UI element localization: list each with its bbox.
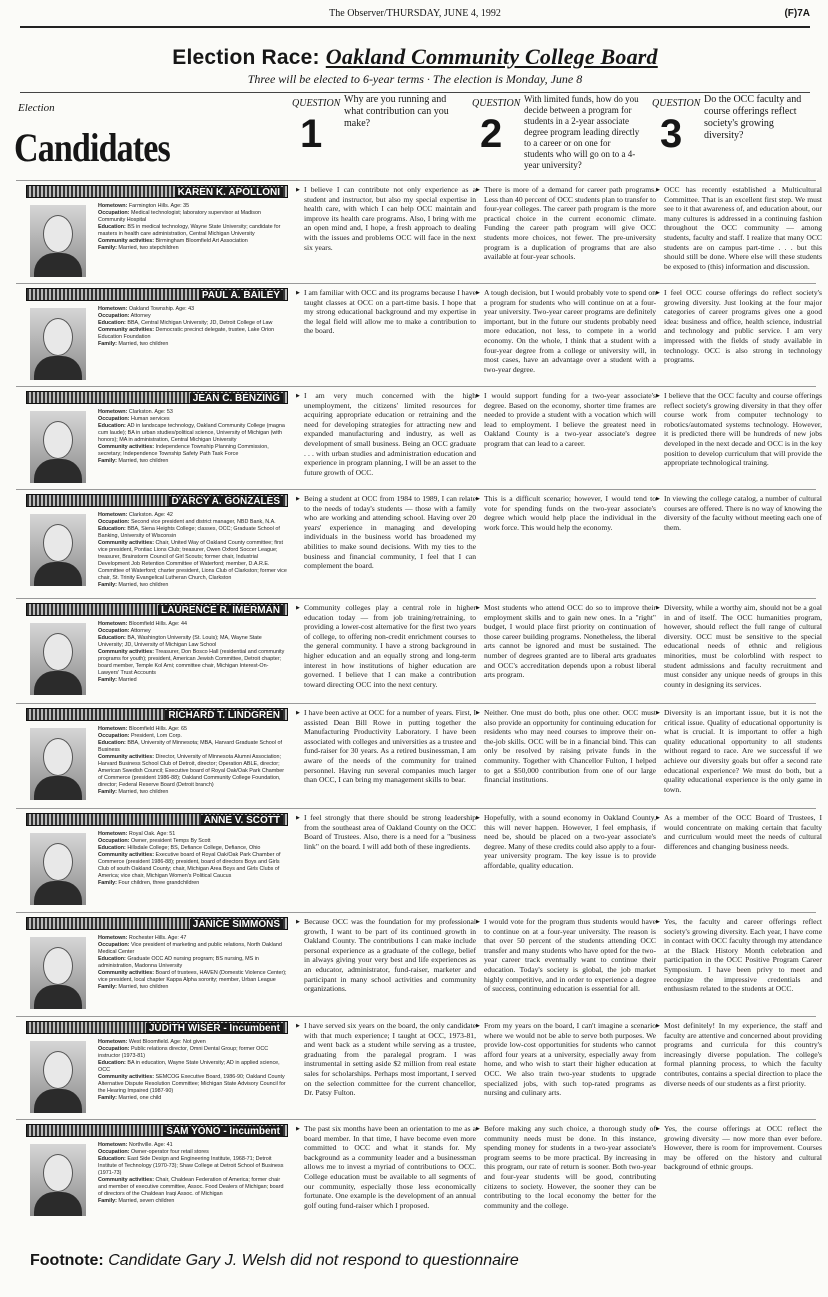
answer-question-1: ▶ Community colleges play a central role in higher education today — from job training/retraining, to providing a lower-cost alternative for the first two years of college, to offering non-credit enrichment courses to the general community. I have a strong background in higher education and an equally strong and long-term interest in how institutions of higher education are governed. I believe that I can make a contribution toward directing OCC into the next century. bbox=[304, 603, 476, 689]
answer-question-3: ▶ In viewing the college catalog, a number of cultural courses are offered. There is no way of knowing the diversity of the faculty without meeting each one of them. bbox=[664, 494, 822, 532]
candidate-photo bbox=[30, 728, 86, 800]
answer-question-3: ▶ Most definitely! In my experience, the staff and faculty are attentive and concerned about providing programs and curricula for this country's increasingly diverse population. The college's formal planning process, to which the faculty contributes, contains a special direction to place the diverse needs of our students as a first priority. bbox=[664, 1021, 822, 1088]
candidate-photo bbox=[30, 937, 86, 1009]
candidate-row bbox=[16, 386, 822, 489]
question-1-text: Why are you running and what contribution can you make? bbox=[344, 94, 449, 129]
footnote-label: Footnote: bbox=[30, 1252, 104, 1269]
candidate-name-bar bbox=[26, 708, 288, 721]
candidate-photo bbox=[30, 1041, 86, 1113]
race-office: Oakland Community College Board bbox=[325, 44, 658, 69]
question-2-number: 2 bbox=[480, 112, 503, 156]
candidate-photo bbox=[30, 514, 86, 586]
race-title bbox=[20, 44, 810, 70]
race-label: Election Race: bbox=[172, 46, 320, 69]
answer-question-2: ▶ Before making any such choice, a thorough study of community needs must be done. In this instance, spending money for students in a two-year associate's program seems to be more practical. By increasing in this program, our rate of return is sooner. Both two-year and four-year students will be good, contributing citizens to society. However, the sooner they can be contributing to the local economy the better for the community and the college. bbox=[484, 1124, 656, 1210]
candidate-photo bbox=[30, 308, 86, 380]
question-1-word: QUESTION bbox=[292, 98, 341, 109]
answer-question-3: ▶ Diversity, while a worthy aim, should not be a goal in and of itself. The OCC humanities program, however, should reflect the full range of cultural diversity. OCC must be sensitive to the special educational needs of ethnic and religious minorities, must be colorblind with respect to student admissions and faculty recruitment and must consider any unique needs of groups in this county in designing its services. bbox=[664, 603, 822, 689]
answer-question-2: ▶ From my years on the board, I can't imagine a scenario where we would not be able to serve both purposes. We provide low-cost opportunities for students who cannot afford four years at a university, especially away from home, and who wish to start their higher education at OCC. We also train two-year students to upgrade specialized jobs, with such top-rated programs as nursing and culinary arts. bbox=[484, 1021, 656, 1098]
candidate-name-bar bbox=[26, 494, 288, 507]
candidate-name-bar bbox=[26, 1124, 288, 1137]
question-1-number: 1 bbox=[300, 112, 323, 156]
question-3-word: QUESTION bbox=[652, 98, 701, 109]
candidate-name-bar bbox=[26, 391, 288, 404]
candidate-name: KAREN K. APOLLONI bbox=[175, 187, 283, 198]
candidate-row bbox=[16, 598, 822, 703]
candidate-bio: Hometown: Oakland Township. Age: 43 Occupation: Attorney Education: BBA, Central Michigan University; JD, Detroit College of Law Community activities: Democratic precinct delegate, trustee, Lake Orion Education Foundation Family: Married, two children bbox=[98, 306, 275, 347]
candidate-photo bbox=[30, 833, 86, 905]
answer-question-1: ▶ I have served six years on the board, the only candidate with that much experience; I taught at OCC, 1973-81, and went back as a student while serving as a trustee, graduating from the paralegal program. I was instrumental in setting aside $2 million from real estate sales for scholarships. Perhaps most important, I served on the selection committee for the current chancellor, Dr. Patsy Fulton. bbox=[304, 1021, 476, 1098]
candidate-photo bbox=[30, 1144, 86, 1216]
candidate-name-bar bbox=[26, 603, 288, 616]
candidate-bio: Hometown: Royal Oak. Age: 51 Occupation: Owner, president Temps By Scott Education: Hillsdale College; BS, Defiance College, Defiance, Ohio Community activities: Executive board of Royal Oak/Oak Park Chamber of Commerce (president 1986-88); president, board of directors Boys and Girls Club of south Oakland County; chair, Michigan Area Boys and Girls Clubs of America; vice chair, Michigan Women's Political Caucus Family: Four children, three grandchildren bbox=[98, 831, 281, 886]
footnote bbox=[30, 1252, 519, 1270]
answer-question-2: ▶ I would support funding for a two-year associate's degree. Based on the economy, shorter time frames are needed to provide a student with a vocation which will lead to employment. I believe the greatest need in Oakland County is a two-year associate's degree program that can lead to a career. bbox=[484, 391, 656, 449]
candidate-row bbox=[16, 1119, 822, 1228]
candidate-name: SAM YONO - Incumbent bbox=[163, 1126, 283, 1137]
question-2-word: QUESTION bbox=[472, 98, 521, 109]
candidate-row bbox=[16, 808, 822, 912]
candidate-bio: Hometown: Bloomfield Hills. Age: 65 Occupation: President, Lom Corp. Education: BBA, University of Minnesota; MBA, Harvard Graduate School of Business Community activities: Director, University of Minnesota Alumni Association; Harvard Business School Club of Detroit, director; Operation ABLE, director; American Swedish Council; Executive board of Royal Oak/Oak Park Chamber of Commerce (president 1986-88); Oakland Community College Foundation, director; Federal Reserve Board (Detroit branch) Family: Married, two children bbox=[98, 726, 285, 795]
answer-question-1: ▶ I have been active at OCC for a number of years. First, I assisted Dean Bill Rowe in putting together the Manufacturing Productivity Laboratory. I have been associated with colleges and universities as a trustee and fund-raiser for 30 years. As a retired businessman, I am aware of the needs of the community for trained personnel. Having run several companies much larger than OCC, I can bring my management skills to bear. bbox=[304, 708, 476, 785]
candidate-name-bar bbox=[26, 813, 288, 826]
candidate-name-bar bbox=[26, 288, 288, 301]
candidate-row bbox=[16, 1016, 822, 1119]
answer-question-3: ▶ Diversity is an important issue, but it is not the critical issue. Quality of educational opportunity is what is crucial. It is important to offer a high quality educational opportunity to all students without regard to race. Are we successful if we achieve our diversity goals but offer a second rate educational experience? We must do both, but a quality educational experience is the only game in town. bbox=[664, 708, 822, 794]
answer-question-3: ▶ I believe that the OCC faculty and course offerings reflect society's growing diversity in that they offer course work from computer technology to robotics/automated systems technology. However, it is predicted there will be hundreds of new jobs developed in the next decade and OCC is in the key position to develop curriculum that will provide the appropriate technological training. bbox=[664, 391, 822, 468]
candidate-row bbox=[16, 489, 822, 598]
answer-question-3: ▶ Yes, the faculty and career offerings reflect society's growing diversity. Each year, I have come in contact with OCC faculty through my attendance at the Black History Month celebration and participation in the OCC Positive Program Career Symposium. I have been privy to meet and recognize the impressive credentials and enthusiasm related to the students at OCC. bbox=[664, 917, 822, 994]
candidate-name: RICHARD T. LINDGREN bbox=[165, 710, 283, 721]
candidate-name: PAUL A. BAILEY bbox=[199, 290, 283, 301]
candidates-header-small: Election bbox=[18, 102, 55, 114]
answer-question-3: ▶ As a member of the OCC Board of Trustees, I would concentrate on making certain that faculty and curriculum would meet the needs of cultural differences and changing business needs. bbox=[664, 813, 822, 851]
candidate-row bbox=[16, 703, 822, 808]
masthead-text: The Observer/THURSDAY, JUNE 4, 1992 bbox=[329, 8, 501, 19]
answer-question-1: ▶ I feel strongly that there should be strong leadership from the southeast area of Oakland County on the OCC Board of Trustees. Also, there is a need for a "business link" on the board. I will add both of these ingredients. bbox=[304, 813, 476, 851]
question-2-text: With limited funds, how do you decide between a program for students in a 2-year associate degree program leading directly to a career or on one for students who will go on to a 4-year university? bbox=[524, 94, 640, 170]
candidate-bio: Hometown: Clarkston. Age: 42 Occupation: Second vice president and district manager, NBD Bank, N.A. Education: BBA, Siena Heights College; classes, OCC; Graduate School of Banking, University of Wisconsin Community activities: Chair, United Way of Oakland County committee; first vice president, Pontiac Lions Club; treasurer, Owen Oxford Soccer League; treasurer, Brainstorm Council of Girl Scouts; former chair, Industrial Development Job Retention Committee of Waterford; member, D.A.R.E. Committee of Waterford; charter president, Lions Club of Clarkston; former vice chair, St. Trinity Evangelical Lutheran Church, Clarkston Family: Married, two children bbox=[98, 512, 287, 588]
answer-question-1: ▶ I believe I can contribute not only experience as a student and instructor, but also my special expertise in health care, with which I can help OCC maintain and improve its health care programs. Also, I bring with me an open mind and, I hope, a fresh approach to dealing with the issues and problems OCC will face in the next six years. bbox=[304, 185, 476, 252]
candidate-name: ANNE V. SCOTT bbox=[201, 815, 283, 826]
candidate-photo bbox=[30, 205, 86, 277]
candidate-photo bbox=[30, 623, 86, 695]
question-3-number: 3 bbox=[660, 112, 683, 156]
answer-question-2: ▶ A tough decision, but I would probably vote to spend on a program for students who will continue on at a four-year university. Two-year career programs are definitely important, but in the future our students probably need more education, not less, to compete in a world economy. On the whole, I think that a student with a four-year degree from a college or university will, in most cases, have an advantage over a student with a two-year degree. bbox=[484, 288, 656, 374]
candidate-name-bar bbox=[26, 917, 288, 930]
answer-question-2: ▶ Most students who attend OCC do so to improve their employment skills and to gain new ones. In a "right" budget, I would place first priority on continuation of those career building programs. Nonetheless, the liberal arts cannot be ignored and must be sustained. The number of degrees granted are to liberal arts graduates and OCC's accreditation depends upon a robust liberal arts program. bbox=[484, 603, 656, 680]
candidate-bio: Hometown: Northville. Age: 41 Occupation: Owner-operator four retail stores Education: East Side Design and Engineering Institute, 1968-71; Detroit Institute of Technology (1970-73); Shaw College at Detroit School of Business (1971-73) Community activities: Chair, Chaldean Federation of America; former chair and member of executive committee, Assoc. Food Dealers of Michigan; board of directors of the Chaldean Iraqi Assoc. of Michigan Family: Married, seven children bbox=[98, 1142, 284, 1204]
candidates-header-big: Candidates bbox=[14, 125, 170, 170]
question-3-text: Do the OCC faculty and course offerings reflect society's growing diversity? bbox=[704, 94, 802, 141]
answer-question-1: ▶ Because OCC was the foundation for my professional growth, I want to be part of its continued growth in Oakland County. The contributions I can make include personal experience as a graduate of the college, belief in always giving your very best and life experiences as an educator, administrator, fund-raiser, marketer and participant in many school activities and community organizations. bbox=[304, 917, 476, 994]
answer-question-2: ▶ This is a difficult scenario; however, I would tend to vote for spending funds on the two-year associate's degree which would help place the individual in the work force. This would help the economy. bbox=[484, 494, 656, 532]
candidate-row bbox=[16, 283, 822, 386]
candidate-name-bar bbox=[26, 1021, 288, 1034]
candidate-name: JUDITH WISER - Incumbent bbox=[146, 1023, 283, 1034]
candidate-name: JEAN C. BENZING bbox=[190, 393, 283, 404]
question-1-header bbox=[292, 92, 462, 178]
answer-question-2: ▶ I would vote for the program thus students would have to continue on at a four-year university. The reason is that over 50 percent of the students attending OCC transfer and many students who have opted for the two-year career track eventually want to continue their education. Today's society is global, the job market highly competitive, and in order to experience a degree of success, continuing education is essential for all. bbox=[484, 917, 656, 994]
candidates-header bbox=[8, 98, 208, 178]
question-3-header bbox=[652, 92, 812, 178]
answer-question-1: ▶ The past six months have been an orientation to me as a board member. In that time, I have become even more committed to OCC and what it stands for. My background as a community leader and a businessman allows me to invest a myriad of contributions to OCC. College education must be available to all segments of our community, especially those less economically fortunate. One example is the development of an annual golf outing fund-raiser which I proposed. bbox=[304, 1124, 476, 1210]
question-2-header bbox=[472, 92, 642, 178]
candidate-bio: Hometown: Rochester Hills. Age: 47 Occupation: Vice president of marketing and public relations, North Oakland Medical Center Education: Graduate OCC AD nursing program; BS nursing, MS in administration, Madonna University Community activities: Board of trustees, HAVEN (Domestic Violence Center); vice president, local chapter Kappa Alpha sorority; member, Urban League Family: Married, two children bbox=[98, 935, 287, 990]
answer-question-3: ▶ Yes, the course offerings at OCC reflect the growing diversity — now more than ever before. However, there is room for improvement. Courses may be offered on the history and cultural background of ethnic groups. bbox=[664, 1124, 822, 1172]
answer-question-3: ▶ OCC has recently established a Multicultural Committee. That is an excellent first step. We must see to it that awareness of, and education about, our many cultures is addressed in a continuing fashion throughout the OCC community — among students, faculty and staff. I realize that many OCC students are on campus part-time . . . but this should still be done. Where else will these students be exposed to (this) information and discussion. bbox=[664, 185, 822, 271]
election-subhead: Three will be elected to 6-year terms · The election is Monday, June 8 bbox=[20, 72, 810, 93]
candidate-photo bbox=[30, 411, 86, 483]
page-number: (F)7A bbox=[784, 8, 810, 19]
answer-question-2: ▶ Neither. One must do both, plus one other. OCC must also provide an opportunity for continuing education for residents who may need courses to improve their on-the-job skills. OCC will be in a financial bind. This can only be resolved by raising private funds in the community. Together with Chancellor Fulton, I helped to get a $50,000 contribution from one of our large financial institutions. bbox=[484, 708, 656, 785]
candidate-row bbox=[16, 180, 822, 283]
candidate-bio: Hometown: West Bloomfield. Age: Not given Occupation: Public relations director, Omni Dental Group; former OCC instructor (1973-81) Education: BA in education, Wayne State University; AD in applied science, OCC Community activities: SEMCOG Executive Board, 1986-90; Oakland County Alternative Dispute Resolution Committee; Michigan State Advisory Council for the Hearing Impaired (1987-90) Family: Married, one child bbox=[98, 1039, 286, 1101]
answer-question-3: ▶ I feel OCC course offerings do reflect society's growing diversity. Just looking at the four major categories of career programs gives one a good idea: business and office, health science, industrial and technology and public service. I am very impressed with the fields of study available in technology. OCC is also strong in technology programs. bbox=[664, 288, 822, 365]
candidate-bio: Hometown: Clarkston. Age: 53 Occupation: Human services Education: AD in landscape technology, Oakland Community College (magna cum laude); BA in urban studies/political science, University of Michigan (with honors); MA in administration, Central Michigan University Community activities: Independence Township Planning Commission, secretary; Independence Township Safety Path Task Force Family: Married, two children bbox=[98, 409, 285, 464]
answer-question-1: ▶ I am familiar with OCC and its programs because I have taught classes at OCC on a part-time basis. I hope that my strong educational background and my expertise in the legal field will allow me to make a contribution to the board. bbox=[304, 288, 476, 336]
answer-question-2: ▶ There is more of a demand for career path programs. Less than 40 percent of OCC students plan to transfer to four-year colleges. The career path program is the more practical choice in the current economic climate. Funding the career path program will give OCC students more choices, not fewer. The pre-university program is a duplication of programs that are also available at four-year schools. bbox=[484, 185, 656, 262]
answer-question-1: ▶ I am very much concerned with the high unemployment, the citizens' limited resources for acquiring appropriate education or retraining and the need for developing strategies for attracting new and expanded manufacturing and industry, as well as development of small business. Being an OCC graduate . . . with urban studies and administration education and experience in program planning, I will be an asset to the future growth of OCC. bbox=[304, 391, 476, 477]
footnote-text: Candidate Gary J. Welsh did not respond to questionnaire bbox=[108, 1252, 519, 1269]
candidate-row bbox=[16, 912, 822, 1016]
candidate-bio: Hometown: Bloomfield Hills. Age: 44 Occupation: Attorney Education: BA, Washington University (St. Louis); MA, Wayne State University; JD, University of Michigan Law School Community activities: Treasurer, Don Bosco Hall (residential and community programs for youth); president, American Jewish Committee, Detroit chapter; board member, Temple Kol Ami; committee chair, Michigan Interest-On-Lawyers' Trust Accounts Family: Married bbox=[98, 621, 285, 683]
candidate-name: D'ARCY A. GONZALES bbox=[169, 496, 284, 507]
candidate-name: LAURENCE R. IMERMAN bbox=[158, 605, 283, 616]
candidate-bio: Hometown: Farmington Hills. Age: 35 Occupation: Medical technologist; laboratory supervisor at Madison Community Hospital Education: BS in medical technology, Wayne State University; candidate for masters in health care administration, Central Michigan University Community activities: Birmingham Bloomfield Art Association Family: Married, two stepchildren bbox=[98, 203, 281, 251]
candidate-name-bar bbox=[26, 185, 288, 198]
answer-question-2: ▶ Hopefully, with a sound economy in Oakland County, this will never happen. However, I feel emphasis, if need be, should be placed on a two-year associate's degree. Many of these credits could also apply to a four-year university program. The key issue is to provide affordable, quality education. bbox=[484, 813, 656, 871]
candidate-name: JANICE SIMMONS bbox=[190, 919, 283, 930]
masthead bbox=[20, 8, 810, 28]
answer-question-1: ▶ Being a student at OCC from 1984 to 1989, I can relate to the needs of today's students — those with a family who are working and attending school. Having over 20 years' experience in managing and developing individuals in the business world has broadened my abilities to make sound decisions. With my ties to the business and financial community, I feel that I can complement the board. bbox=[304, 494, 476, 571]
